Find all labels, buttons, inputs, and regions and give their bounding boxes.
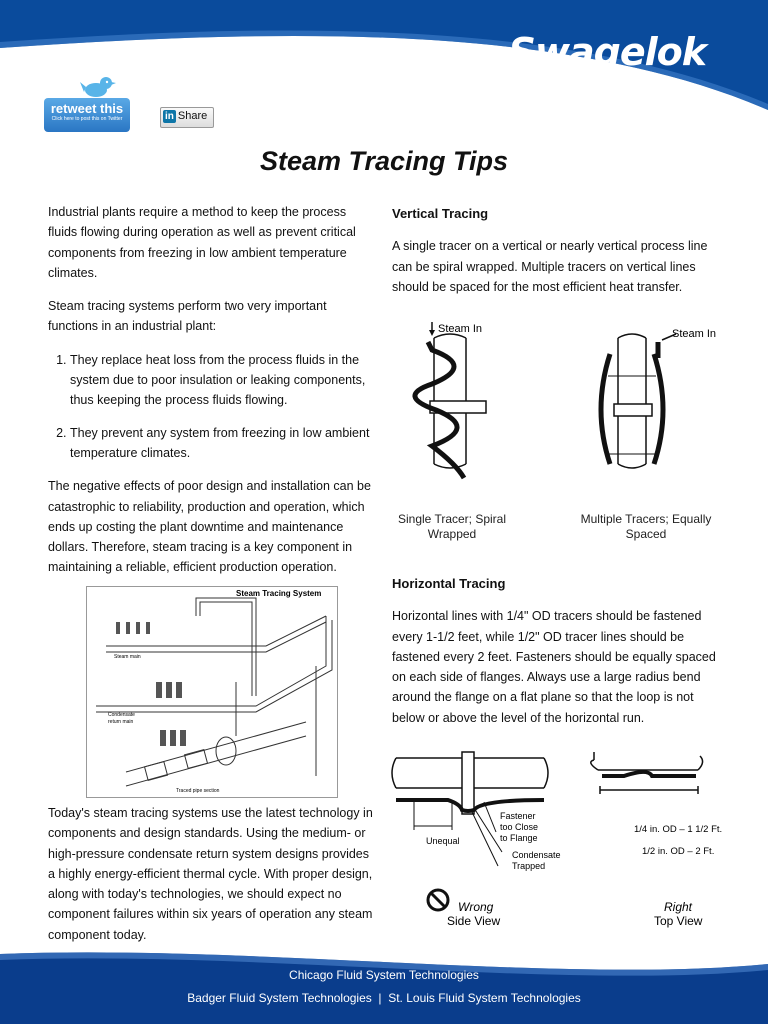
technology-paragraph: Today's steam tracing systems use the latest technology in components and design standards. Using the medium- or high-pressure condensate return system designs provides a highly energy-efficient thermal cycle. With proper design, along with today's technologies, we should expect no component failures within six years of operation any steam component today. [48, 806, 373, 942]
traced-pipe-label: Traced pipe section [176, 788, 220, 794]
vertical-caption-right [574, 512, 718, 542]
swagelok-logo: Swagelok [508, 30, 706, 74]
vertical-caption-left [392, 512, 512, 542]
steam-in-right-label: Steam In [672, 328, 717, 340]
vertical-tracing-text: A single tracer on a vertical or nearly vertical process line can be spiral wrapped. Multiple tracers on vertical lines should be spaced for the most efficient heat transfer. [392, 239, 708, 294]
horizontal-tracing-figure [388, 742, 724, 938]
retweet-sublabel: Click here to post this on Twitter [51, 116, 123, 122]
caption-line: Wrapped [427, 527, 477, 541]
fastener-label: too Close [500, 822, 539, 832]
figure-title: Steam Tracing System [236, 589, 322, 598]
top-view-label: Top View [654, 914, 703, 928]
linkedin-share-button[interactable] [160, 107, 214, 128]
negative-effects-paragraph: The negative effects of poor design and installation can be catastrophic to reliability, production and operation, which ends up costing the plant downtime and maintenance dollars. Therefore, steam tracing is a key component in maintaining a reliable, efficient production operation. [48, 479, 371, 575]
right-label: Right [664, 900, 693, 914]
steam-main-label: Steam main [114, 654, 141, 660]
vertical-tracing-heading: Vertical Tracing [392, 206, 489, 221]
left-column-bottom [48, 803, 378, 958]
footer-line-2: Badger Fluid System Technologies | St. Louis Fluid System Technologies [187, 991, 581, 1005]
caption-line: Single Tracer; Spiral [397, 512, 507, 526]
functions-paragraph: Steam tracing systems perform two very important functions in an industrial plant: [48, 299, 327, 334]
prohibited-icon [428, 890, 448, 910]
horizontal-tracing-section [392, 574, 724, 741]
condensate-label: Condensate [108, 712, 135, 718]
vertical-tracing-figure [396, 314, 720, 504]
list-item: 1. They replace heat loss from the process fluids in the system due to poor insulation or leaking components, thus keeping the process fluids flowing. [70, 350, 378, 411]
caption-line: Spaced [625, 527, 667, 541]
twitter-bird-icon [80, 74, 116, 100]
fastener-label: Fastener [500, 811, 536, 821]
horizontal-tracing-text: Horizontal lines with 1/4" OD tracers should be fastened every 1-1/2 feet, while 1/2" OD tracer lines should be fastened every 2 feet. Fasteners should be equally spaced on each side of flanges. Always use a large radius bend around the flange on a flat plane so that the loop is not below or above the level of the horizontal run. [392, 609, 716, 725]
linkedin-icon: in [165, 111, 174, 122]
condensate-trapped-label: Condensate [512, 850, 561, 860]
retweet-button[interactable] [44, 74, 130, 134]
footer-line-1: Chicago Fluid System Technologies [289, 968, 479, 982]
footer-wave [0, 944, 768, 1024]
condensate-trapped-label: Trapped [512, 861, 546, 871]
spec-label: 1/2 in. OD – 2 Ft. [642, 846, 715, 857]
intro-paragraph: Industrial plants require a method to keep the process fluids flowing during operation as well as prevent critical components from freezing in low ambient temperature climates. [48, 205, 356, 280]
steam-in-left-label: Steam In [438, 323, 483, 335]
left-column [48, 202, 378, 591]
retweet-label: retweet this [50, 101, 124, 116]
vertical-tracing-section [392, 204, 724, 310]
wrong-label: Wrong [458, 900, 494, 914]
side-view-label: Side View [447, 914, 501, 928]
steam-tracing-system-figure [86, 586, 338, 798]
return-main-label: return main [108, 719, 134, 725]
list-item: 2. They prevent any system from freezing in low ambient temperature climates. [70, 423, 378, 464]
unequal-label: Unequal [426, 836, 460, 846]
spec-label: 1/4 in. OD – 1 1/2 Ft. [634, 824, 723, 835]
page-title: Steam Tracing Tips [259, 146, 509, 176]
share-label: Share [177, 110, 208, 122]
horizontal-tracing-heading: Horizontal Tracing [392, 576, 506, 591]
fastener-label: to Flange [500, 833, 538, 843]
caption-line: Multiple Tracers; Equally [580, 512, 712, 526]
functions-list [48, 350, 378, 463]
